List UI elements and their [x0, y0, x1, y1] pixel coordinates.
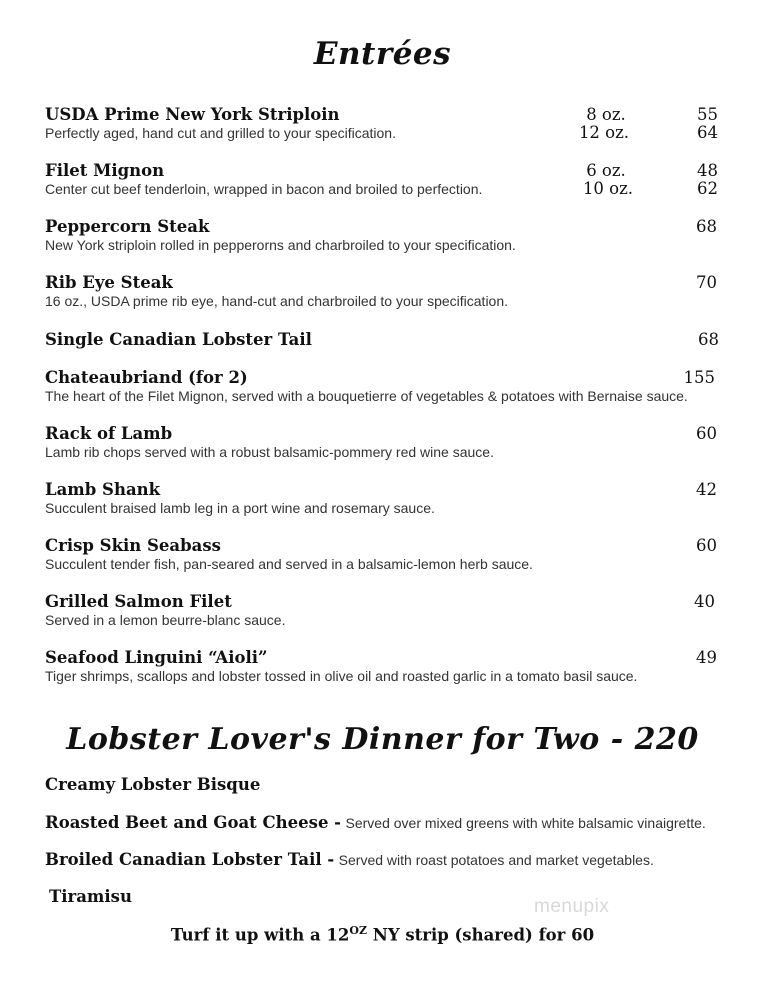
course-description: Served with roast potatoes and market vegetables. [338, 852, 654, 868]
item-description: Succulent braised lamb leg in a port wine and rosemary sauce. [45, 500, 435, 516]
item-price: 64 [697, 123, 718, 142]
item-size: 8 oz. [586, 105, 626, 124]
course-item [45, 775, 260, 795]
item-description: Lamb rib chops served with a robust balsamic-pommery red wine sauce. [45, 444, 494, 460]
menu-item [45, 368, 725, 405]
item-name: Rack of Lamb [45, 424, 173, 443]
item-size: 10 oz. [582, 179, 634, 198]
item-price: 155 [683, 368, 715, 387]
menu-item [45, 424, 725, 461]
item-price: 42 [696, 480, 717, 499]
turf-text-start: Turf it up with a 12 [170, 925, 350, 945]
turf-text-end: NY strip (shared) for 60 [367, 925, 595, 945]
item-price: 60 [696, 536, 717, 555]
item-name: Peppercorn Steak [45, 217, 210, 236]
menu-item [45, 648, 725, 685]
turf-upgrade-note [0, 924, 765, 945]
watermark: menupix [534, 896, 610, 917]
menu-item [45, 480, 725, 517]
course-name: Broiled Canadian Lobster Tail - [45, 850, 335, 869]
item-description: New York striploin rolled in pepperorns and charbroiled to your specification. [45, 237, 516, 253]
item-name: Grilled Salmon Filet [45, 592, 232, 611]
course-name: Creamy Lobster Bisque [45, 775, 261, 794]
item-name: Chateaubriand (for 2) [45, 368, 248, 387]
item-name: Seafood Linguini “Aioli” [45, 648, 268, 667]
course-item [45, 813, 706, 833]
item-name: Single Canadian Lobster Tail [45, 330, 312, 349]
item-description: 16 oz., USDA prime rib eye, hand-cut and charbroiled to your specification. [45, 293, 509, 309]
item-price: 60 [696, 424, 717, 443]
item-name: Lamb Shank [45, 480, 161, 499]
course-item [49, 887, 132, 907]
item-description: The heart of the Filet Mignon, served with a bouquetierre of vegetables & potatoes with Bernaise sauce. [45, 388, 688, 404]
course-name: Tiramisu [49, 887, 132, 906]
menu-item [45, 536, 725, 573]
course-name: Roasted Beet and Goat Cheese - [45, 813, 342, 832]
menu-item [45, 161, 725, 198]
item-size: 12 oz. [578, 123, 630, 142]
item-size: 6 oz. [586, 161, 626, 180]
entrees-title: Entrées [313, 36, 452, 72]
item-name: Crisp Skin Seabass [45, 536, 221, 555]
menu-item [45, 105, 725, 142]
turf-superscript: OZ [349, 924, 367, 937]
item-description: Perfectly aged, hand cut and grilled to your specification. [45, 125, 396, 141]
item-name: USDA Prime New York Striploin [45, 105, 340, 124]
item-price: 70 [696, 273, 717, 292]
item-description: Served in a lemon beurre-blanc sauce. [45, 612, 286, 628]
item-price: 48 [697, 161, 718, 180]
lobster-dinner-title: Lobster Lover's Dinner for Two - 220 [66, 722, 699, 757]
item-price: 68 [696, 217, 717, 236]
menu-item [45, 217, 725, 254]
item-price: 40 [694, 592, 715, 611]
menu-item [45, 330, 725, 349]
item-description: Tiger shrimps, scallops and lobster tossed in olive oil and roasted garlic in a tomato basil sauce. [45, 668, 638, 684]
item-price: 62 [697, 179, 718, 198]
course-item [45, 850, 654, 870]
item-price: 68 [698, 330, 719, 349]
item-price: 49 [696, 648, 717, 667]
menu-item [45, 273, 725, 310]
item-name: Filet Mignon [45, 161, 165, 180]
item-name: Rib Eye Steak [45, 273, 173, 292]
course-description: Served over mixed greens with white balsamic vinaigrette. [345, 815, 706, 831]
item-description: Center cut beef tenderloin, wrapped in bacon and broiled to perfection. [45, 181, 483, 197]
item-price: 55 [697, 105, 718, 124]
menu-item [45, 592, 725, 629]
item-description: Succulent tender fish, pan-seared and served in a balsamic-lemon herb sauce. [45, 556, 533, 572]
